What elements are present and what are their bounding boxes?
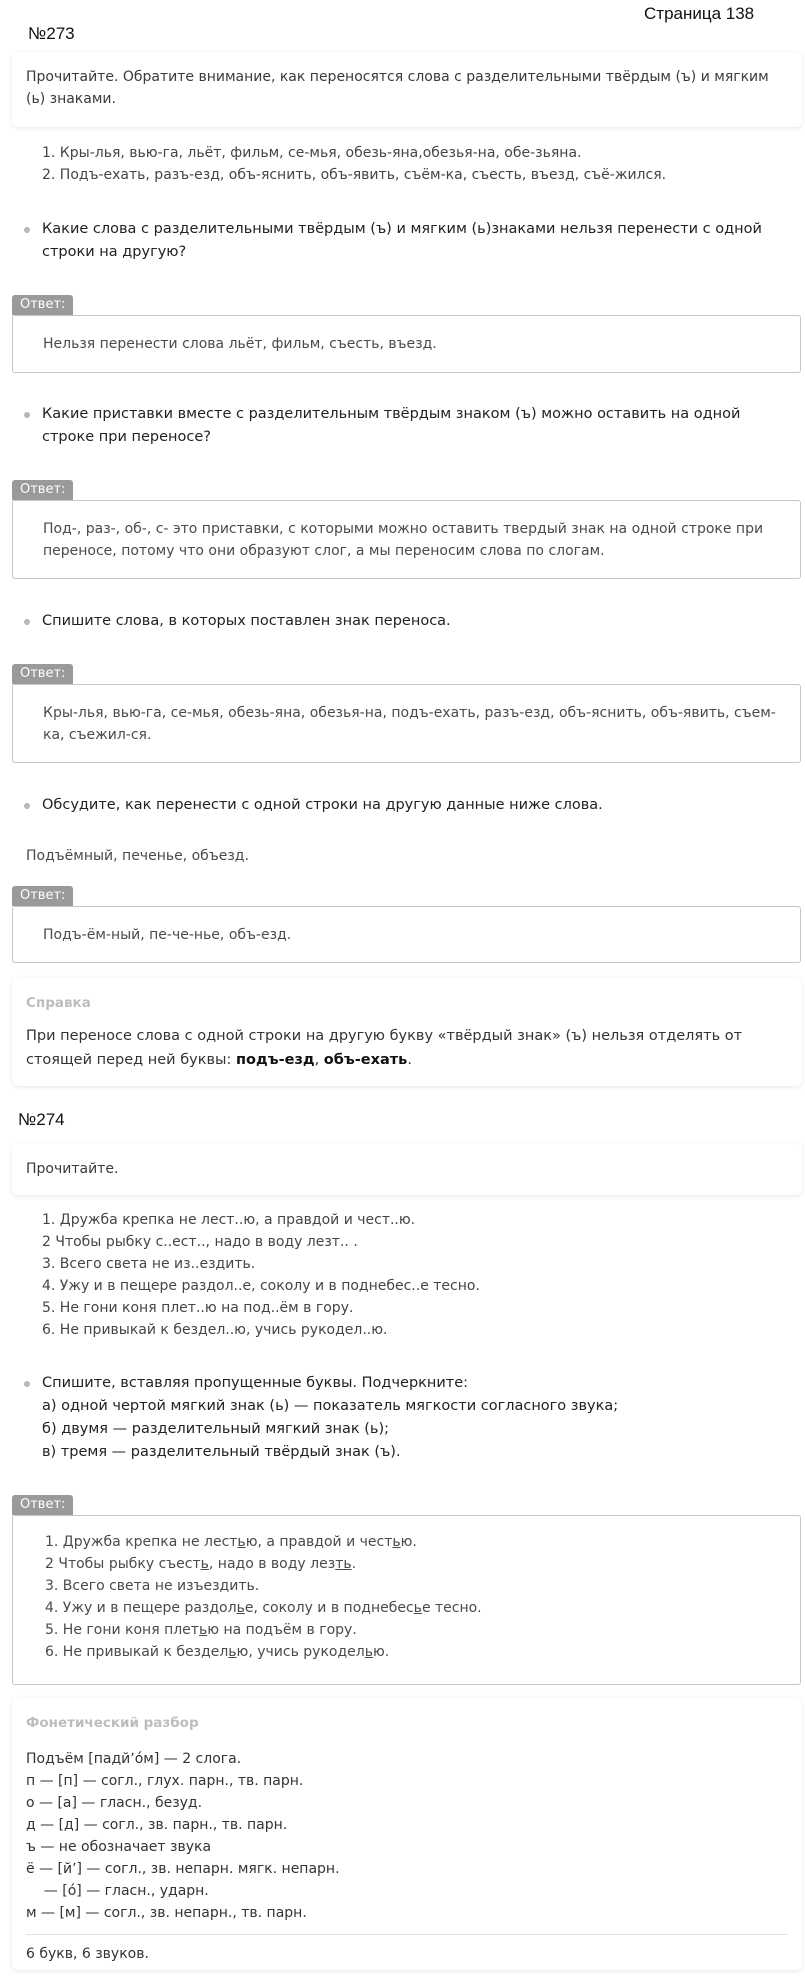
answer-text-part: ю на подъём в гору. (207, 1622, 357, 1638)
task-intro-card (12, 52, 802, 127)
list-item: 2 Чтобы рыбку с..ест.., надо в воду лезт.. . (42, 1234, 358, 1250)
question-4 (24, 794, 784, 817)
answer-box-1 (12, 315, 801, 373)
list-item: 1. Кры-лья, вью-га, льёт, фильм, се-мья, обезь-яна,обезья-на, обе-зьяна. (42, 145, 582, 161)
answer-line (45, 1641, 786, 1663)
answer-text-part: 2 Чтобы рыбку съест (45, 1556, 201, 1572)
answer-text-part: 1. Дружба крепка не лест (45, 1534, 238, 1550)
help-end: . (407, 1052, 412, 1068)
answer-label: Ответ: (12, 480, 73, 500)
answer-text-part: ю, учись рукодел (236, 1644, 365, 1660)
list-item: 3. Всего света не из..ездить. (42, 1256, 256, 1272)
question-line: б) двумя — разделительный мягкий знак (ь); (42, 1421, 390, 1437)
task-intro-text: Прочитайте. Обратите внимание, как переносятся слова с разделительными твёрдым (ъ) и мягким (ь) знаками. (26, 69, 769, 107)
answer-text-part: е, соколу и в поднебес (244, 1600, 414, 1616)
list-item: 2. Подъ-ехать, разъ-езд, объ-яснить, объ-явить, съём-ка, съесть, въезд, съё-жился. (42, 167, 667, 183)
answer-line (45, 1597, 786, 1619)
page-number: Страница 138 (644, 4, 755, 23)
task-intro-card (12, 1143, 802, 1195)
answer-text: Подъ-ём-ный, пе-че-нье, объ-езд. (43, 927, 292, 943)
answer-lines (45, 1531, 786, 1663)
phonetic-line: п — [п] — согл., глух. парн., тв. парн. (26, 1773, 304, 1789)
answer-line (45, 1553, 786, 1575)
answer-text-part: е тесно. (421, 1600, 482, 1616)
answer-label: Ответ: (12, 886, 73, 906)
phonetic-line: о — [а] — гласн., безуд. (26, 1795, 203, 1811)
answer-line (45, 1575, 786, 1597)
answer-box-5 (12, 1515, 801, 1685)
task-number-274: №274 (18, 1110, 65, 1129)
answer-text: Кры-лья, вью-га, се-мья, обезь-яна, обезья-на, подъ-ехать, разъ-езд, объ-яснить, объ-явить, съем-ка, съежил-ся. (43, 705, 776, 743)
answer-text-part: 4. Ужу и в пещере раздол (45, 1600, 237, 1616)
inserted-letter: ь (236, 1600, 245, 1616)
answer-label: Ответ: (12, 1495, 73, 1515)
question-text: Спишите слова, в которых поставлен знак переноса. (42, 613, 451, 629)
help-text (26, 1024, 788, 1072)
phonetic-line: — [о́] — гласн., ударн. (26, 1883, 209, 1899)
answer-box-3 (12, 684, 801, 763)
phonetic-line: д — [д] — согл., зв. парн., тв. парн. (26, 1817, 288, 1833)
answer-text-part: 5. Не гони коня плет (45, 1622, 199, 1638)
bullet-icon (24, 227, 30, 233)
question-text: Обсудите, как перенести с одной строки на другую данные ниже слова. (42, 797, 603, 813)
phonetic-title: Фонетический разбор (26, 1715, 199, 1731)
phonetic-lines (26, 1748, 788, 1924)
question-text: Спишите, вставляя пропущенные буквы. Подчеркните: (42, 1375, 469, 1391)
words-to-transfer: Подъёмный, печенье, объезд. (26, 848, 249, 864)
help-example-2: объ-ехать (323, 1052, 408, 1068)
task-intro-text: Прочитайте. (26, 1161, 119, 1177)
phonetic-card (12, 1698, 802, 1970)
question-text: Какие слова с разделительными твёрдым (ъ) и мягким (ь)знаками нельзя перенести с одной строки на другую? (42, 221, 762, 260)
inserted-letter: ь (413, 1600, 422, 1616)
bullet-icon (24, 803, 30, 809)
list-item: 6. Не привыкай к бездел..ю, учись рукодел..ю. (42, 1322, 388, 1338)
question-1 (24, 218, 784, 264)
help-separator: , (314, 1052, 324, 1068)
bullet-icon (24, 619, 30, 625)
answer-text-part: 6. Не привыкай к бездел (45, 1644, 229, 1660)
list-item: 4. Ужу и в пещере раздол..е, соколу и в поднебес..е тесно. (42, 1278, 480, 1294)
question-line: в) тремя — разделительный твёрдый знак (ъ). (42, 1444, 401, 1460)
divider (26, 1934, 788, 1935)
answer-text-part: ю, а правдой и чест (245, 1534, 393, 1550)
answer-text-part: ю. (372, 1644, 390, 1660)
question-text: Какие приставки вместе с разделительным твёрдым знаком (ъ) можно оставить на одной строке при переносе? (42, 406, 741, 445)
phonetic-line: ё — [йʼ] — согл., зв. непарн. мягк. непарн. (26, 1861, 340, 1877)
answer-box-4 (12, 906, 801, 963)
inserted-letter: ь (200, 1556, 209, 1572)
phonetic-summary: 6 букв, 6 звуков. (26, 1946, 149, 1962)
help-text-part: При переносе слова с одной строки на другую букву «твёрдый знак» (ъ) нельзя отделять от стоящей перед ней буквы: (26, 1028, 743, 1068)
inserted-letter: ь (228, 1644, 237, 1660)
inserted-letter: ть (335, 1556, 352, 1572)
answer-text-part: 3. Всего света не изъездить. (45, 1578, 260, 1594)
question-line: а) одной чертой мягкий знак (ь) — показатель мягкости согласного звука; (42, 1398, 619, 1414)
inserted-letter: ь (237, 1534, 246, 1550)
inserted-letter: ь (364, 1644, 373, 1660)
proverbs-list (42, 1209, 480, 1341)
list-item: 5. Не гони коня плет..ю на под..ём в гору. (42, 1300, 354, 1316)
help-card (12, 978, 802, 1086)
help-example-1: подъ-езд (236, 1052, 315, 1068)
answer-line (45, 1619, 786, 1641)
inserted-letter: ь (198, 1622, 208, 1638)
answer-text-part: . (351, 1556, 357, 1572)
list-item: 1. Дружба крепка не лест..ю, а правдой и чест..ю. (42, 1212, 416, 1228)
answer-label: Ответ: (12, 664, 73, 684)
phonetic-line: Подъём [падйʼо́м] — 2 слога. (26, 1751, 242, 1767)
task-number-273: №273 (28, 24, 75, 43)
inserted-letter: ь (392, 1534, 401, 1550)
answer-text-part: ю. (400, 1534, 417, 1550)
help-title: Справка (26, 995, 91, 1011)
answer-line (45, 1531, 786, 1553)
answer-label: Ответ: (12, 295, 73, 315)
answer-box-2 (12, 500, 801, 579)
bullet-icon (24, 412, 30, 418)
phonetic-line: ъ — не обозначает звука (26, 1839, 212, 1855)
question-3 (24, 610, 784, 633)
answer-text-part: , надо в воду лез (208, 1556, 336, 1572)
question-2 (24, 403, 784, 449)
answer-text: Под-, раз-, об-, с- это приставки, с которыми можно оставить твердый знак на одной строке при переносе, потому что они образуют слог, а мы переносим слова по слогам. (43, 521, 764, 559)
bullet-icon (24, 1381, 30, 1387)
phonetic-line: м — [м] — согл., зв. непарн., тв. парн. (26, 1905, 307, 1921)
example-list (42, 142, 666, 186)
answer-text: Нельзя перенести слова льёт, фильм, съесть, въезд. (43, 336, 437, 352)
question-5 (24, 1372, 784, 1464)
